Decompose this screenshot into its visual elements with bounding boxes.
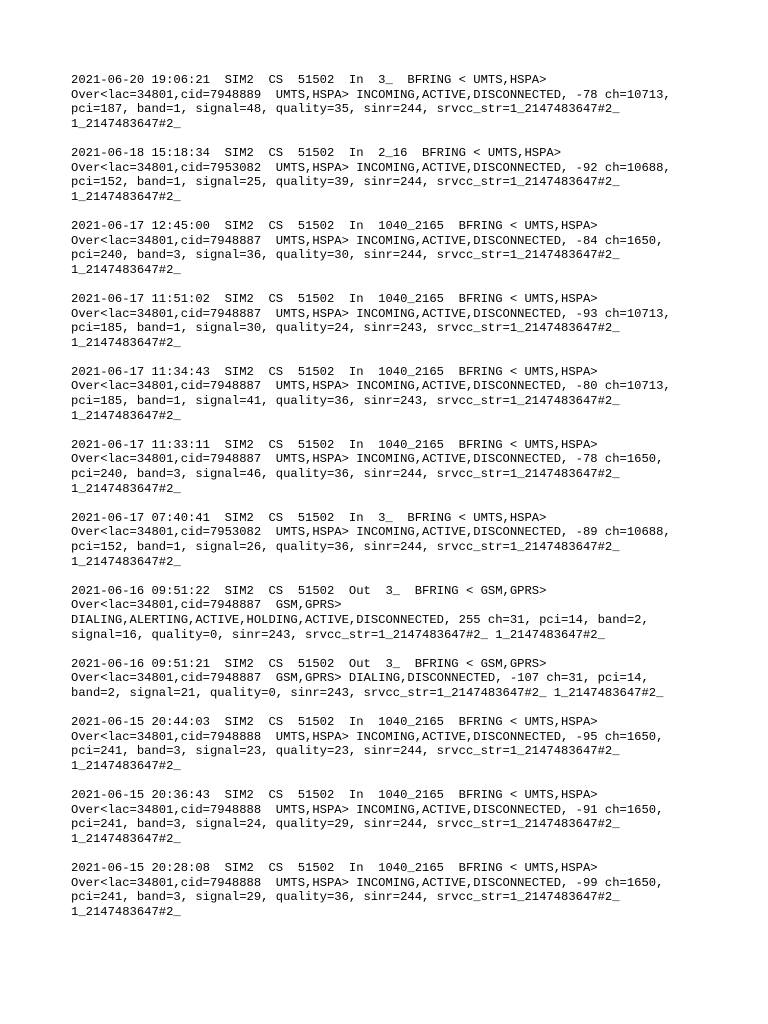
log-entry: 2021-06-16 09:51:21 SIM2 CS 51502 Out 3_ BFRING < GSM,GPRS> Over<lac=34801,cid=7948887 GSM,GPRS> DIALING,DISCONNECTED, -107 ch=31, pci=14, band=2, signal=21, quality=0, sinr=243, srvcc_str=1_2147483647#2_ 1_2147483647#2_ (71, 656, 664, 700)
log-entry: 2021-06-17 11:51:02 SIM2 CS 51502 In 1040_2165 BFRING < UMTS,HSPA> Over<lac=34801,cid=7948887 UMTS,HSPA> INCOMING,ACTIVE,DISCONNECTED, -93 ch=10713, pci=185, band=1, signal=30, quality=24, sinr=243, srvcc_str=1_2147483647#2_ 1_2147483647#2_ (71, 291, 671, 350)
log-entry: 2021-06-17 12:45:00 SIM2 CS 51502 In 1040_2165 BFRING < UMTS,HSPA> Over<lac=34801,cid=7948887 UMTS,HSPA> INCOMING,ACTIVE,DISCONNECTED, -84 ch=1650, pci=240, band=3, signal=36, quality=30, sinr=244, srvcc_str=1_2147483647#2_ 1_2147483647#2_ (71, 218, 664, 277)
log-entry: 2021-06-16 09:51:22 SIM2 CS 51502 Out 3_ BFRING < GSM,GPRS> Over<lac=34801,cid=7948887 GSM,GPRS> DIALING,ALERTING,ACTIVE,HOLDING,ACTIVE,DISCONNECTED, 255 ch=31, pci=14, band=2, signal=16, quality=0, sinr=243, srvcc_str=1_2147483647#2_ 1_2147483647#2_ (71, 583, 649, 642)
log-entry: 2021-06-17 11:34:43 SIM2 CS 51502 In 1040_2165 BFRING < UMTS,HSPA> Over<lac=34801,cid=7948887 UMTS,HSPA> INCOMING,ACTIVE,DISCONNECTED, -80 ch=10713, pci=185, band=1, signal=41, quality=36, sinr=243, srvcc_str=1_2147483647#2_ 1_2147483647#2_ (71, 364, 671, 423)
log-entry: 2021-06-20 19:06:21 SIM2 CS 51502 In 3_ BFRING < UMTS,HSPA> Over<lac=34801,cid=7948889 UMTS,HSPA> INCOMING,ACTIVE,DISCONNECTED, -78 ch=10713, pci=187, band=1, signal=48, quality=35, sinr=244, srvcc_str=1_2147483647#2_ 1_2147483647#2_ (71, 73, 671, 131)
log-entry: 2021-06-17 11:33:11 SIM2 CS 51502 In 1040_2165 BFRING < UMTS,HSPA> Over<lac=34801,cid=7948887 UMTS,HSPA> INCOMING,ACTIVE,DISCONNECTED, -78 ch=1650, pci=240, band=3, signal=46, quality=36, sinr=244, srvcc_str=1_2147483647#2_ 1_2147483647#2_ (71, 437, 664, 496)
log-entry: 2021-06-15 20:36:43 SIM2 CS 51502 In 1040_2165 BFRING < UMTS,HSPA> Over<lac=34801,cid=7948888 UMTS,HSPA> INCOMING,ACTIVE,DISCONNECTED, -91 ch=1650, pci=241, band=3, signal=24, quality=29, sinr=244, srvcc_str=1_2147483647#2_ 1_2147483647#2_ (71, 788, 664, 846)
log-entry: 2021-06-15 20:44:03 SIM2 CS 51502 In 1040_2165 BFRING < UMTS,HSPA> Over<lac=34801,cid=7948888 UMTS,HSPA> INCOMING,ACTIVE,DISCONNECTED, -95 ch=1650, pci=241, band=3, signal=23, quality=23, sinr=244, srvcc_str=1_2147483647#2_ 1_2147483647#2_ (71, 715, 664, 773)
log-entry: 2021-06-18 15:18:34 SIM2 CS 51502 In 2_16 BFRING < UMTS,HSPA> Over<lac=34801,cid=7953082 UMTS,HSPA> INCOMING,ACTIVE,DISCONNECTED, -92 ch=10688, pci=152, band=1, signal=25, quality=39, sinr=244, srvcc_str=1_2147483647#2_ 1_2147483647#2_ (71, 145, 671, 204)
call-log (71, 73, 711, 934)
log-entry: 2021-06-17 07:40:41 SIM2 CS 51502 In 3_ BFRING < UMTS,HSPA> Over<lac=34801,cid=7953082 UMTS,HSPA> INCOMING,ACTIVE,DISCONNECTED, -89 ch=10688, pci=152, band=1, signal=26, quality=36, sinr=244, srvcc_str=1_2147483647#2_ 1_2147483647#2_ (71, 510, 671, 569)
log-entry: 2021-06-15 20:28:08 SIM2 CS 51502 In 1040_2165 BFRING < UMTS,HSPA> Over<lac=34801,cid=7948888 UMTS,HSPA> INCOMING,ACTIVE,DISCONNECTED, -99 ch=1650, pci=241, band=3, signal=29, quality=36, sinr=244, srvcc_str=1_2147483647#2_ 1_2147483647#2_ (71, 861, 664, 919)
